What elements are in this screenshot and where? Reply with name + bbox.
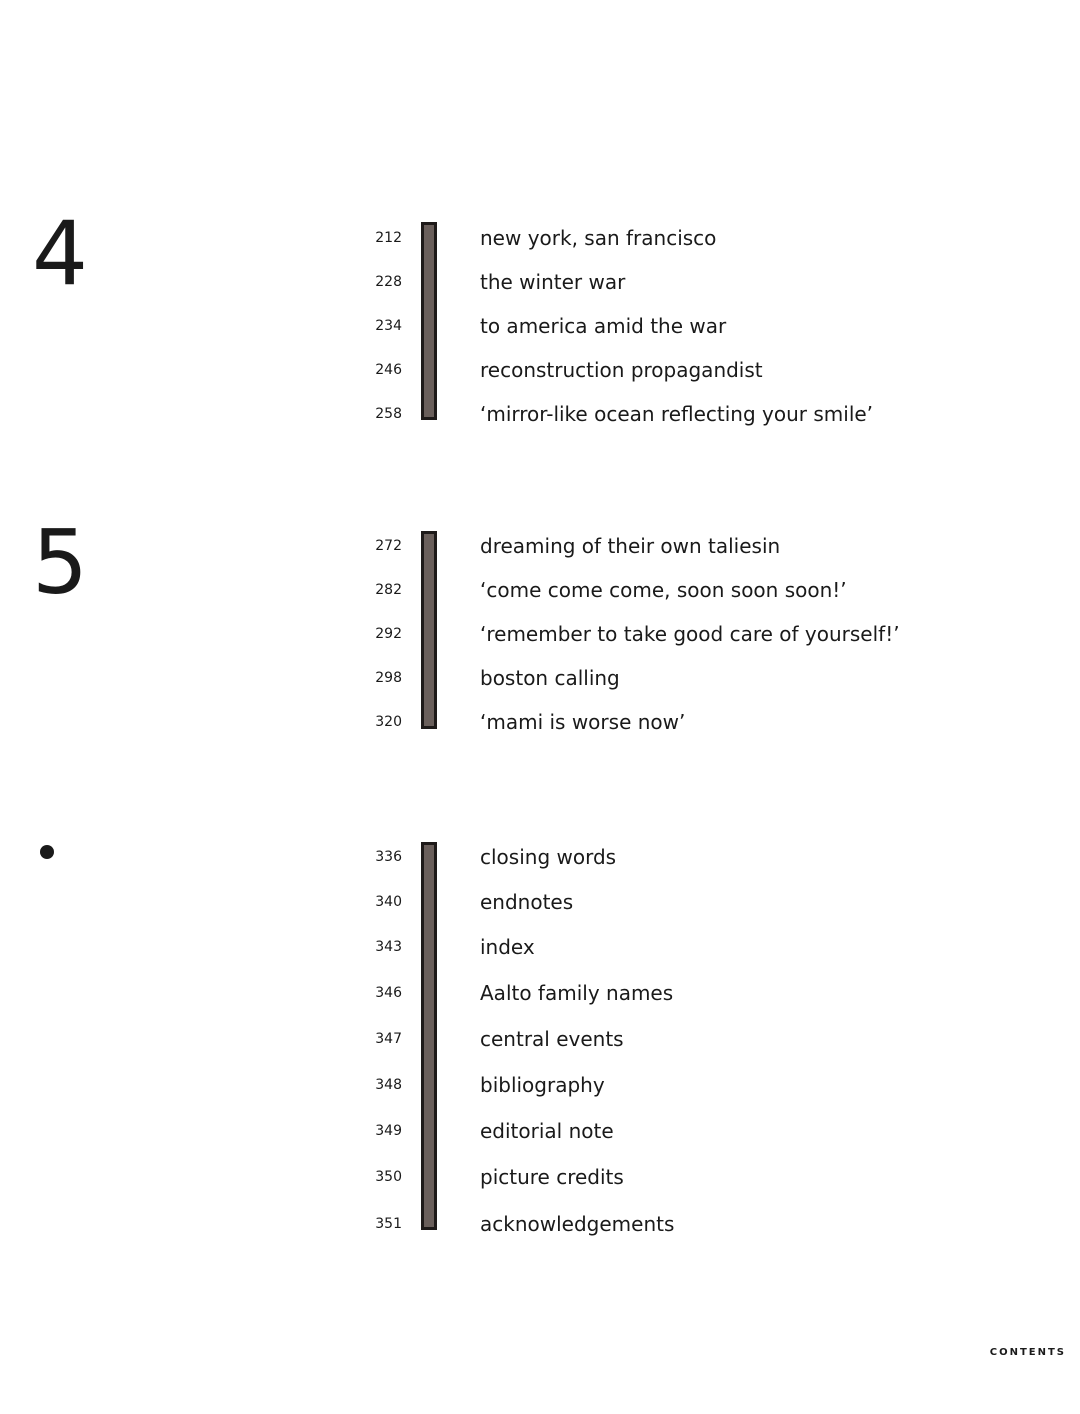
chapter-title: boston calling [480,666,620,690]
chapter-title: acknowledgements [480,1212,675,1236]
page-number: 258 [375,406,402,422]
page-number: 343 [375,939,402,955]
toc-entry[interactable] [0,1070,1080,1100]
page-number: 351 [375,1216,402,1232]
toc-entry[interactable] [0,223,1080,253]
toc-entry[interactable] [0,978,1080,1008]
chapter-title: index [480,935,535,959]
toc-entry[interactable] [0,531,1080,561]
section-number: 5 [32,511,88,614]
chapter-title: editorial note [480,1119,614,1143]
page-number: 292 [375,626,402,642]
page-number: 350 [375,1169,402,1185]
chapter-title: endnotes [480,890,574,914]
chapter-title: picture credits [480,1165,624,1189]
toc-entry[interactable] [0,932,1080,962]
toc-entry[interactable] [0,663,1080,693]
page-number: 320 [375,714,402,730]
chapter-title: central events [480,1027,624,1051]
page-number: 347 [375,1031,402,1047]
page-number: 234 [375,318,402,334]
toc-entry[interactable] [0,267,1080,297]
page-number: 336 [375,849,402,865]
section-number: 4 [32,202,88,305]
toc-entry[interactable] [0,1162,1080,1192]
chapter-title: closing words [480,845,617,869]
chapter-title: ‘mirror-like ocean reflecting your smile’ [480,402,874,426]
toc-entry[interactable] [0,1024,1080,1054]
running-footer-label: CONTENTS [989,1347,1066,1358]
page-number: 246 [375,362,402,378]
page-number: 282 [375,582,402,598]
toc-entry[interactable] [0,399,1080,429]
chapter-title: the winter war [480,270,626,294]
toc-entry[interactable] [0,842,1080,872]
toc-entry[interactable] [0,1209,1080,1239]
toc-entry[interactable] [0,311,1080,341]
chapter-title: reconstruction propagandist [480,358,763,382]
page-number: 298 [375,670,402,686]
chapter-title: Aalto family names [480,981,674,1005]
toc-entry[interactable] [0,619,1080,649]
page-number: 340 [375,894,402,910]
page-number: 349 [375,1123,402,1139]
chapter-title: bibliography [480,1073,605,1097]
page-number: 348 [375,1077,402,1093]
chapter-title: new york, san francisco [480,226,717,250]
toc-entry[interactable] [0,1116,1080,1146]
chapter-title: to america amid the war [480,314,727,338]
page-number: 272 [375,538,402,554]
chapter-title: dreaming of their own taliesin [480,534,781,558]
toc-entry[interactable] [0,355,1080,385]
toc-entry[interactable] [0,575,1080,605]
toc-entry[interactable] [0,707,1080,737]
page-number: 228 [375,274,402,290]
chapter-title: ‘remember to take good care of yourself!’ [480,622,900,646]
page-number: 212 [375,230,402,246]
chapter-title: ‘come come come, soon soon soon!’ [480,578,847,602]
page-number: 346 [375,985,402,1001]
toc-entry[interactable] [0,887,1080,917]
chapter-title: ‘mami is worse now’ [480,710,686,734]
